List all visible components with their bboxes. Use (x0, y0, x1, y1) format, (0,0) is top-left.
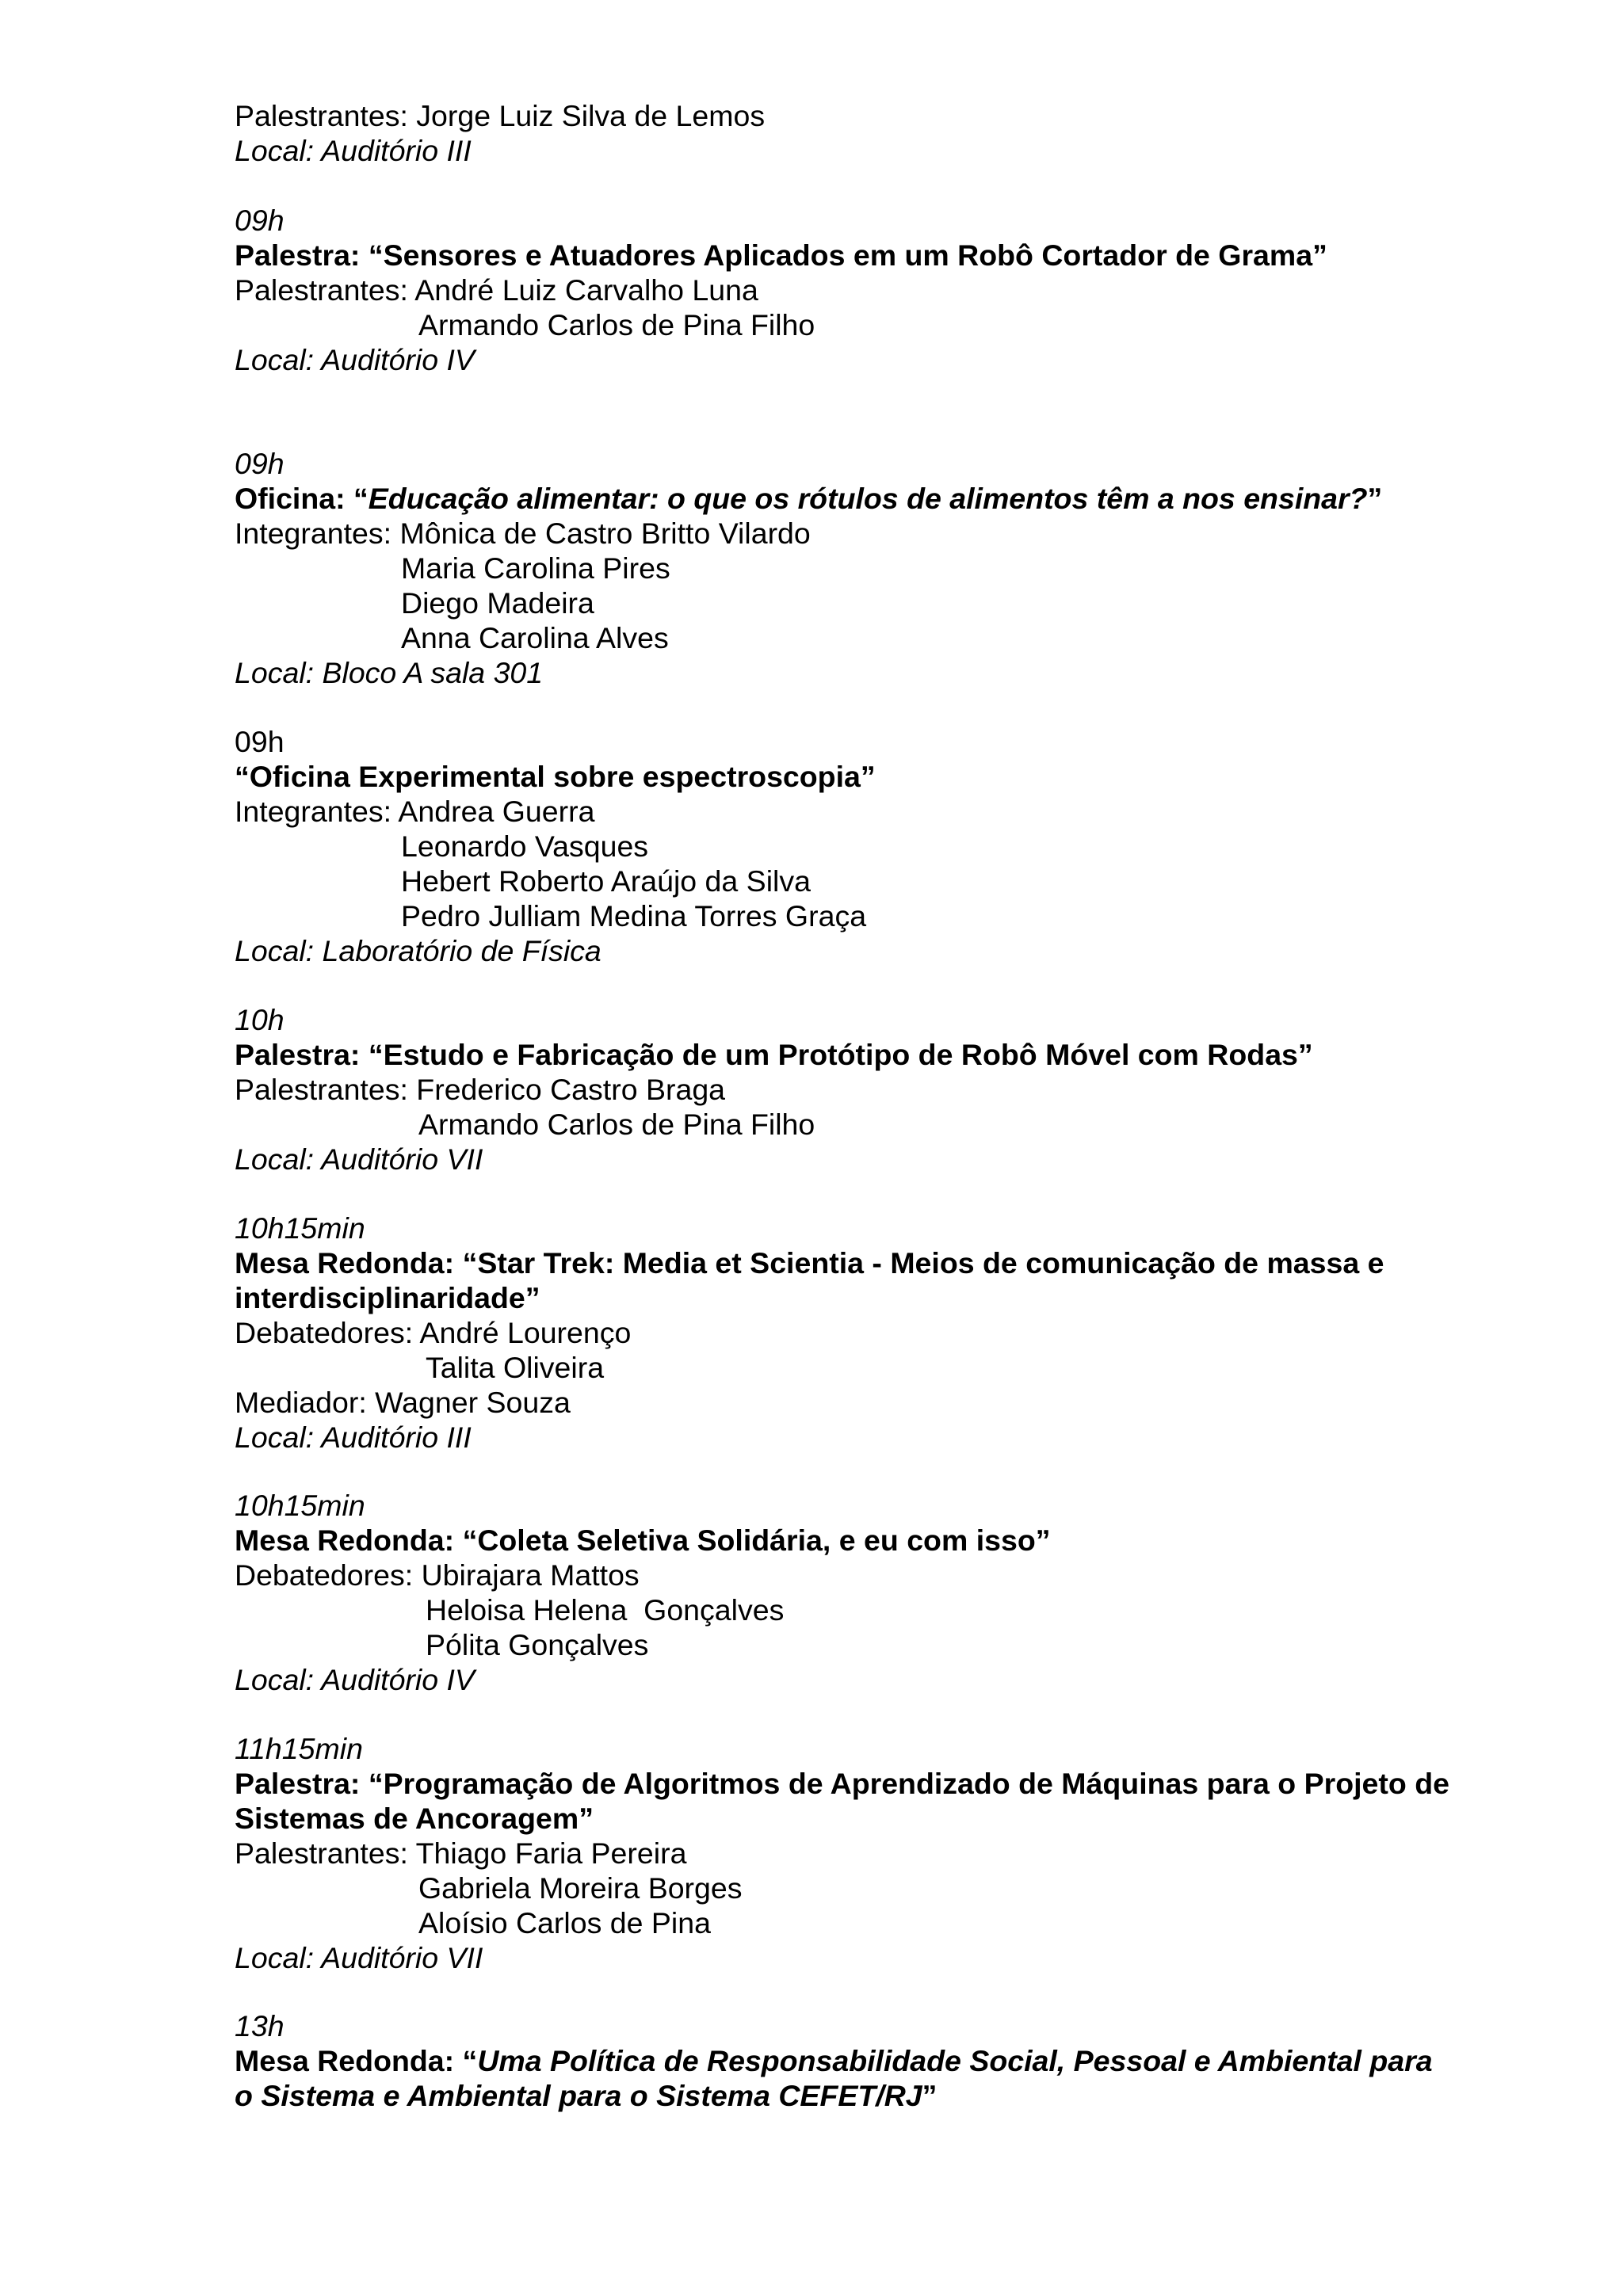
location-line: Local: Auditório III (235, 1421, 472, 1454)
schedule-entry (235, 1211, 1455, 1455)
speakers-line (235, 794, 1455, 829)
location-line: Local: Bloco A sala 301 (235, 656, 544, 689)
schedule-entry (235, 98, 1455, 168)
title-text: “Estudo e Fabricação de um Protótipo de Robô Móvel com Rodas” (368, 1038, 1313, 1071)
entry-time: 09h (235, 204, 285, 237)
entry-time: 10h15min (235, 1211, 365, 1245)
speakers-label: Debatedores: (235, 1316, 420, 1349)
title-prefix: Mesa Redonda: (235, 1524, 463, 1557)
speakers-line (235, 273, 1455, 307)
speaker-name: Maria Carolina Pires (401, 551, 670, 585)
speaker-name: Jorge Luiz Silva de Lemos (416, 99, 766, 132)
title-text: “Coleta Seletiva Solidária, e eu com isso” (462, 1524, 1051, 1557)
title-suffix: ” (922, 2079, 938, 2112)
speakers-label: Palestrantes: (235, 273, 415, 307)
speaker-name: Mônica de Castro Britto Vilardo (399, 517, 811, 550)
schedule-entry (235, 1488, 1455, 1697)
speakers-line (235, 1072, 1455, 1107)
speaker-name: André Lourenço (419, 1316, 632, 1349)
entry-time: 09h (235, 447, 285, 480)
speaker-name: Heloisa Helena Gonçalves (426, 1593, 785, 1627)
speakers-label: Integrantes: (235, 795, 399, 828)
speakers-label: Debatedores: (235, 1558, 422, 1592)
entry-title: “Oficina Experimental sobre espectroscopia” (235, 760, 876, 793)
schedule-entry (235, 2008, 1455, 2113)
title-prefix: Mesa Redonda: (235, 1246, 463, 1280)
speakers-label: Integrantes: (235, 517, 400, 550)
title-prefix: Palestra: (235, 1767, 369, 1800)
speaker-name: Armando Carlos de Pina Filho (418, 308, 815, 341)
schedule-entry (235, 724, 1455, 968)
speaker-name: Pedro Julliam Medina Torres Graça (401, 899, 867, 933)
entry-title (235, 2043, 1455, 2113)
entry-time: 13h (235, 2009, 285, 2042)
location-line: Local: Laboratório de Física (235, 934, 601, 967)
speaker-name: Leonardo Vasques (401, 830, 649, 863)
schedule-entry (235, 1731, 1455, 1975)
entry-time: 10h (235, 1003, 285, 1036)
schedule-entry (235, 1002, 1455, 1177)
entry-title (235, 481, 1455, 516)
title-prefix: Palestra: (235, 238, 369, 272)
location-line: Local: Auditório VII (235, 1142, 483, 1176)
entry-time: 11h15min (235, 1732, 363, 1765)
speakers-line (235, 1836, 1455, 1871)
speaker-name: Ubirajara Mattos (421, 1558, 640, 1592)
speakers-label: Palestrantes: (235, 99, 417, 132)
speakers-line (235, 1315, 1455, 1350)
speakers-line (235, 516, 1455, 551)
speaker-name: Pólita Gonçalves (426, 1628, 649, 1661)
entry-title (235, 1523, 1455, 1558)
speakers-label: Palestrantes: (235, 1073, 417, 1106)
location-line: Local: Auditório IV (235, 343, 475, 376)
speakers-label: Palestrantes: (235, 1836, 416, 1870)
entry-title (235, 1766, 1455, 1836)
title-prefix: Mesa Redonda: “ (235, 2044, 478, 2077)
entry-time: 10h15min (235, 1489, 365, 1522)
speaker-name: Anna Carolina Alves (401, 621, 669, 654)
location-line: Local: Auditório III (235, 134, 472, 167)
speaker-name: Armando Carlos de Pina Filho (418, 1108, 815, 1141)
speaker-name: Hebert Roberto Araújo da Silva (401, 864, 811, 898)
schedule-entry (235, 446, 1455, 690)
entry-title (235, 238, 1455, 273)
mediator-line: Mediador: Wagner Souza (235, 1386, 571, 1419)
title-text: Uma Política de Responsabilidade Social, Pessoal e Ambiental para o Sistema e Ambiental para o Sistema CEFET/RJ (235, 2044, 1433, 2112)
location-line: Local: Auditório VII (235, 1941, 483, 1974)
speaker-name: Andrea Guerra (398, 795, 595, 828)
speaker-name: André Luiz Carvalho Luna (414, 273, 758, 307)
speaker-name: Frederico Castro Braga (416, 1073, 726, 1106)
speaker-name: Diego Madeira (401, 586, 594, 620)
entry-title (235, 1245, 1455, 1315)
speaker-name: Talita Oliveira (426, 1351, 605, 1384)
schedule-entry (235, 203, 1455, 377)
title-suffix: ” (1367, 482, 1383, 515)
title-text: Educação alimentar: o que os rótulos de alimentos têm a nos ensinar? (368, 482, 1368, 515)
title-text: “Star Trek: Media et Scientia - Meios de comunicação de massa e interdisciplinaridade” (235, 1246, 1384, 1314)
speakers-line (235, 1558, 1455, 1592)
entry-time: 09h (235, 725, 285, 758)
title-prefix: Palestra: (235, 1038, 369, 1071)
speakers-line (235, 98, 1455, 133)
location-line: Local: Auditório IV (235, 1663, 475, 1696)
speaker-name: Gabriela Moreira Borges (418, 1871, 743, 1905)
speaker-name: Thiago Faria Pereira (415, 1836, 687, 1870)
entry-title (235, 1037, 1455, 1072)
title-text: “Programação de Algoritmos de Aprendizado de Máquinas para o Projeto de Sistemas de Ancoragem” (235, 1767, 1449, 1835)
speaker-name: Aloísio Carlos de Pina (418, 1906, 711, 1939)
title-text: “Sensores e Atuadores Aplicados em um Robô Cortador de Grama” (368, 238, 1327, 272)
title-prefix: Oficina: “ (235, 482, 369, 515)
